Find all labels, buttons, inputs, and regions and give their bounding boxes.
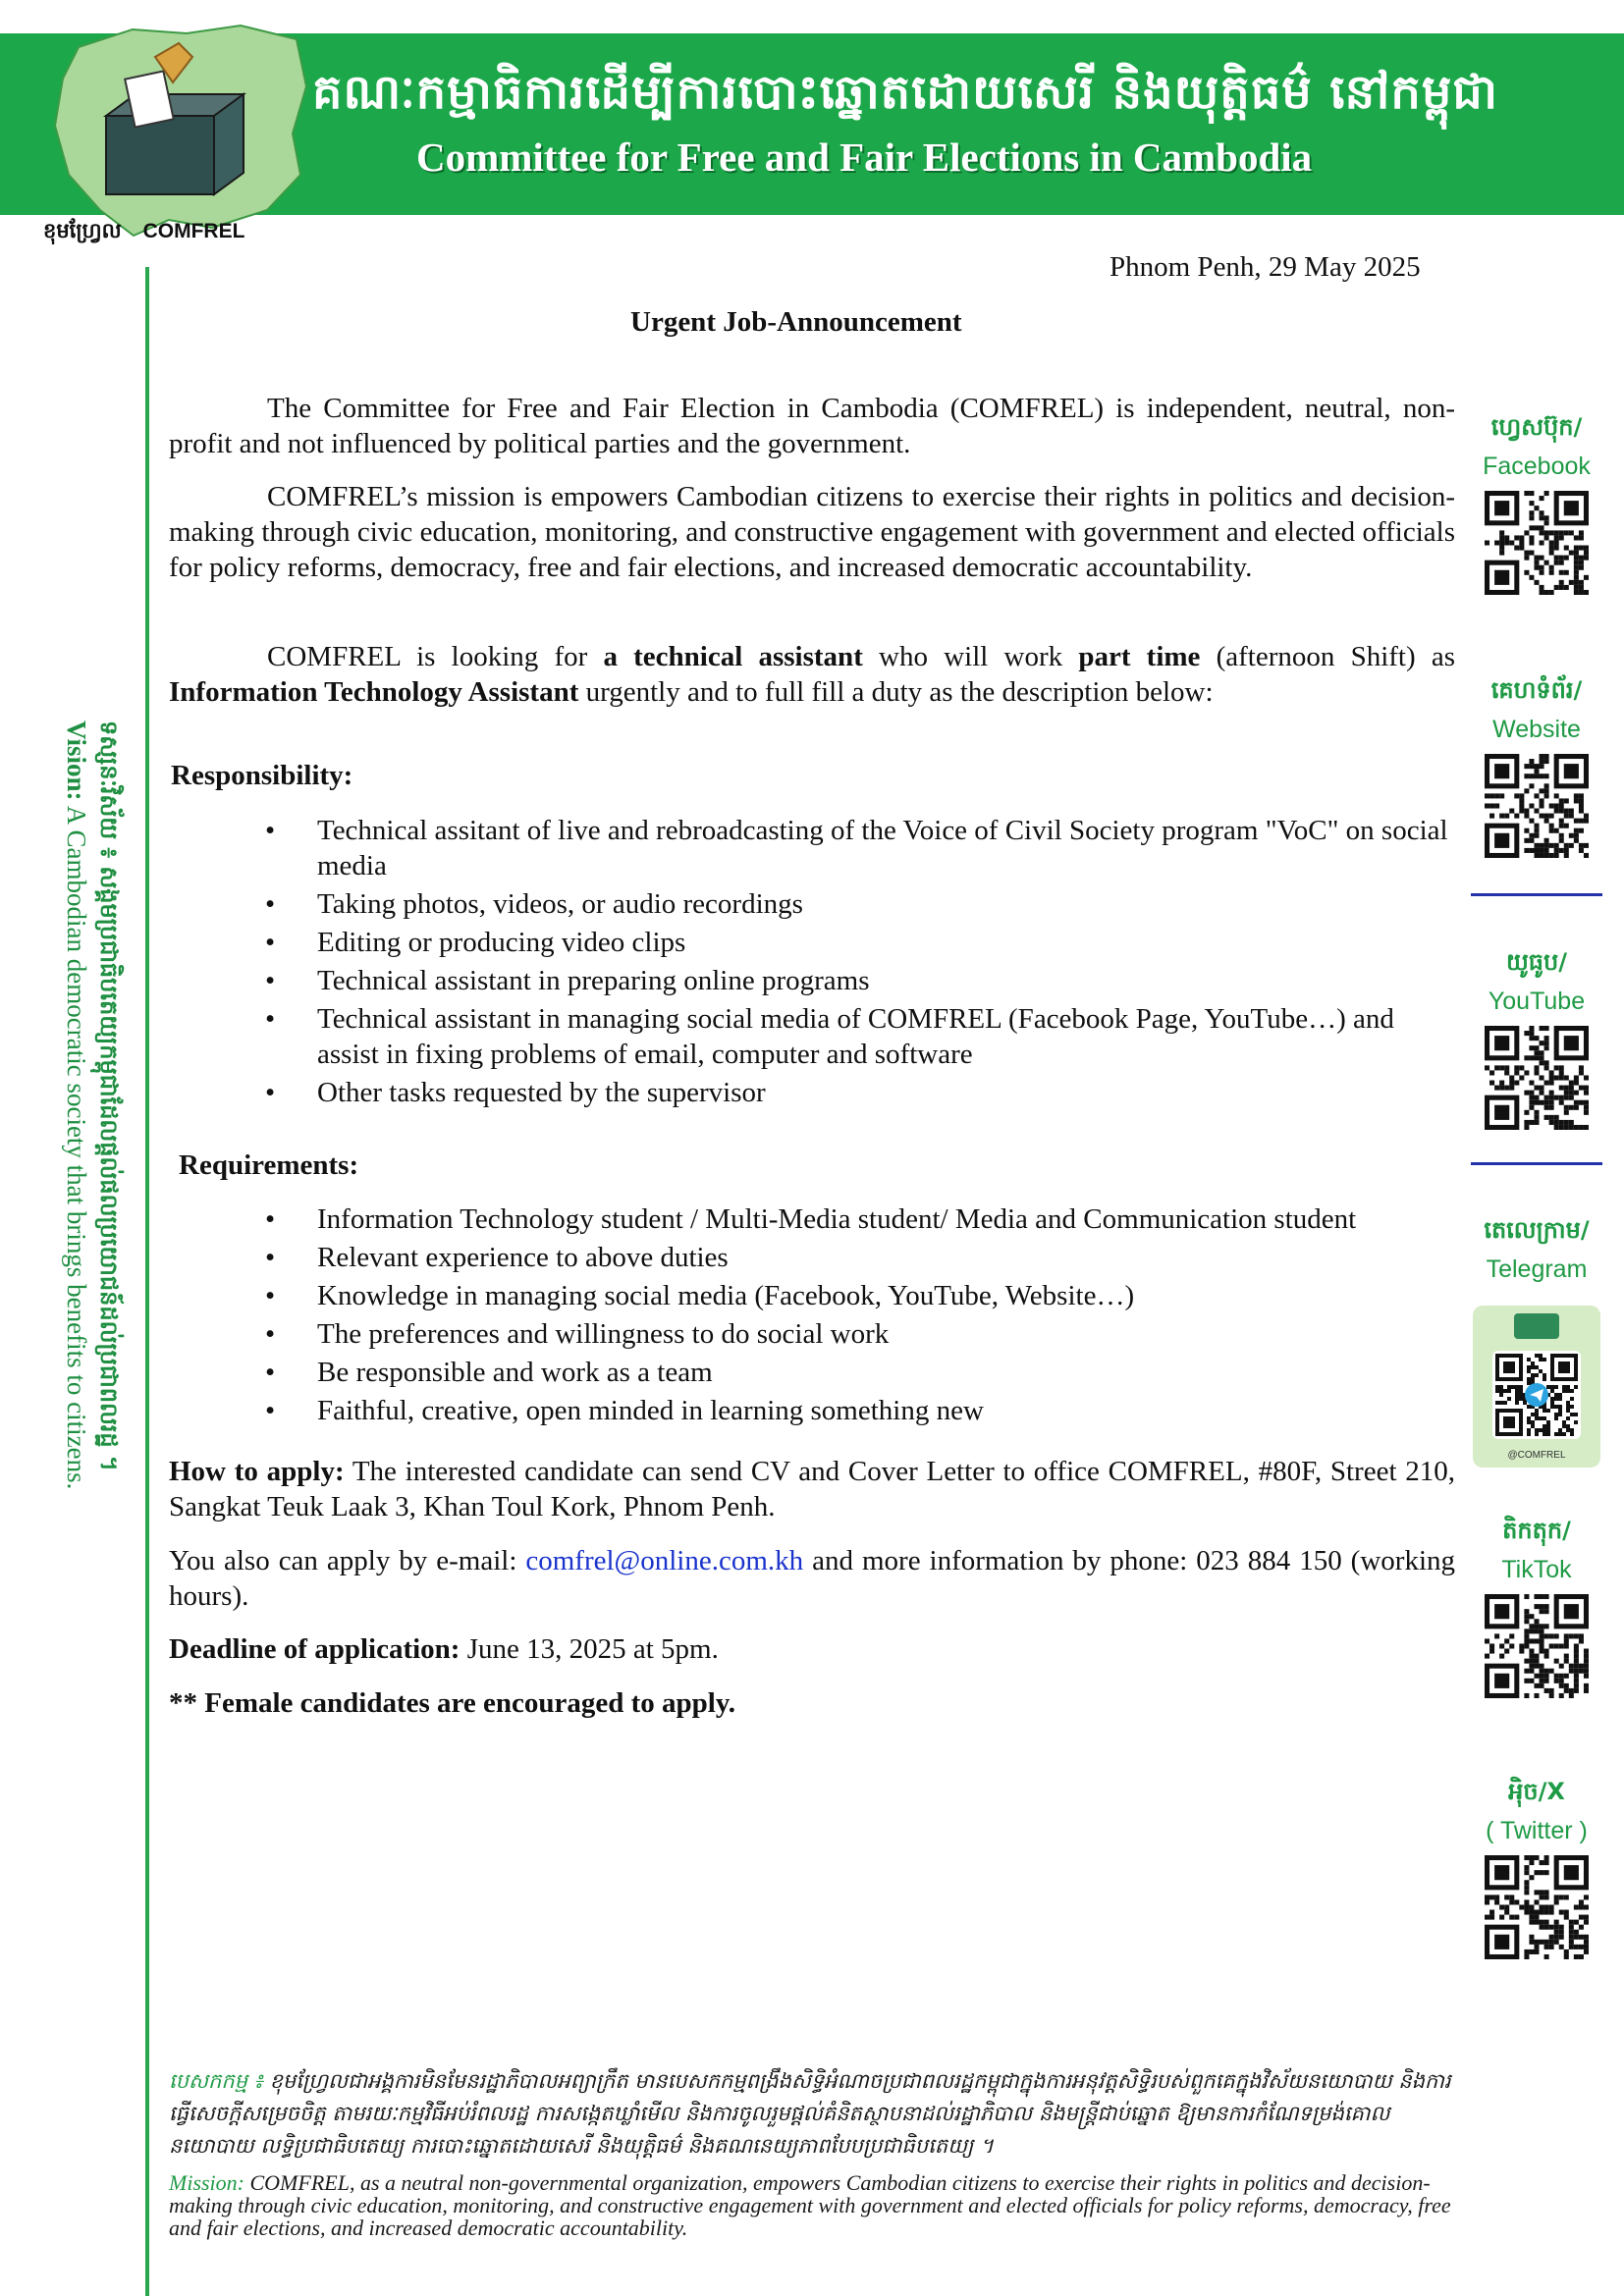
list-item: • Knowledge in managing social media (Facebook, YouTube, Website…) (169, 1278, 1455, 1313)
facebook-label: Facebook (1483, 453, 1591, 480)
mission-english-label: Mission: (169, 2170, 244, 2195)
mission-english-text: COMFREL, as a neutral non-governmental organization, empowers Cambodian citizens to exercise their rights in politics and decision-making through civic education, monitoring, and constructive engagement with government and elected officials for policy reforms, democracy, free and fair elections, and increased democratic accountability. (169, 2170, 1451, 2240)
mission-english (169, 2171, 1465, 2239)
logo-caption-english: COMFREL (142, 220, 245, 242)
twitter-label-khmer: អុិច/X (1508, 1778, 1565, 1805)
paragraph-mission: COMFREL’s mission is empowers Cambodian citizens to exercise their rights in politics and decision-making through civic education, monitoring, and constructive engagement with government and elected officials for policy reforms, democracy, free and fair elections, and increased democratic accountability. (169, 481, 1455, 583)
list-item: • Information Technology student / Multi-Media student/ Media and Communication student (169, 1201, 1455, 1237)
requirements-list (169, 1201, 1455, 1431)
vision-khmer (93, 721, 124, 1471)
facebook-label-khmer: ហ្វេសប៊ុក/ (1490, 413, 1583, 441)
position-text-3: (afternoon Shift) as (1200, 641, 1455, 672)
how-to-apply (169, 1454, 1455, 1524)
deadline (169, 1631, 1455, 1667)
email-apply (169, 1543, 1455, 1614)
paragraph-about: The Committee for Free and Fair Election in Cambodia (COMFREL) is independent, neutral, non-profit and not influenced by political parties and the government. (169, 393, 1455, 459)
social-twitter[interactable] (1473, 1777, 1600, 1959)
list-item: • Taking photos, videos, or audio recordings (169, 886, 1455, 922)
how-to-apply-text: The interested candidate can send CV and Cover Letter to office COMFREL, #80F, Street 210, Sangkat Teuk Laak 3, Khan Toul Kork, Phnom Penh. (169, 1456, 1455, 1522)
twitter-label: ( Twitter ) (1486, 1817, 1588, 1844)
left-green-rule (145, 267, 149, 2296)
social-telegram[interactable] (1473, 1215, 1600, 1284)
email-apply-post: and more information by phone: 023 884 150 (working hours). (169, 1545, 1455, 1612)
position-text-1: COMFREL is looking for (267, 641, 604, 672)
sidebar-divider (1471, 1162, 1602, 1165)
list-item: • Technical assistant in preparing online programs (169, 963, 1455, 998)
tiktok-qr-icon[interactable] (1485, 1594, 1589, 1698)
telegram-label-khmer: តេលេក្រាម/ (1484, 1216, 1590, 1244)
vision-english-label: Vision: (61, 721, 91, 801)
list-item: • The preferences and willingness to do social work (169, 1316, 1455, 1352)
tiktok-label: TikTok (1501, 1556, 1572, 1583)
social-tiktok[interactable] (1473, 1516, 1600, 1698)
social-youtube[interactable] (1473, 947, 1600, 1130)
website-qr-icon[interactable] (1485, 754, 1589, 858)
position-title: Information Technology Assistant (169, 676, 579, 708)
deadline-label: Deadline of application: (169, 1633, 460, 1665)
position-hours: part time (1078, 641, 1201, 672)
vision-statement (45, 721, 124, 1490)
youtube-qr-icon[interactable] (1485, 1026, 1589, 1130)
list-item: • Other tasks requested by the supervisor (169, 1075, 1455, 1110)
vision-khmer-label: ទស្សនៈវិស័យ ៖ (95, 721, 123, 859)
youtube-label-khmer: យូធូប/ (1505, 948, 1568, 976)
list-item: • Faithful, creative, open minded in learning something new (169, 1393, 1455, 1428)
social-website[interactable] (1473, 675, 1600, 858)
requirements-heading: Requirements: (179, 1149, 359, 1181)
female-candidates-note: ** Female candidates are encouraged to apply. (169, 1687, 736, 1719)
facebook-qr-icon[interactable] (1485, 491, 1589, 595)
paragraph-position (169, 639, 1455, 710)
social-facebook[interactable] (1473, 412, 1600, 595)
vision-khmer-text: សង្គមប្រជាធិបតេយ្យកម្ពុជាដែលផ្ដល់ផលប្រយោជន៍ដល់ប្រជាពលរដ្ឋ ។ (95, 866, 123, 1471)
vision-english-text: A Cambodian democratic society that brings benefits to citizens. (61, 805, 91, 1490)
document-date: Phnom Penh, 29 May 2025 (1110, 251, 1421, 283)
tiktok-label-khmer: តិកតុក/ (1502, 1517, 1571, 1544)
telegram-card-handle: @COMFREL (1507, 1450, 1566, 1461)
email-link[interactable]: comfrel@online.com.kh (525, 1545, 804, 1576)
deadline-text: June 13, 2025 at 5pm. (460, 1633, 719, 1665)
responsibility-heading: Responsibility: (171, 760, 353, 791)
email-apply-pre: You also can apply by e-mail: (169, 1545, 526, 1576)
position-text-2: who will work (862, 641, 1079, 672)
org-title-english: Committee for Free and Fair Elections in Cambodia (416, 134, 1313, 180)
website-label: Website (1492, 716, 1581, 743)
position-text-4: urgently and to full fill a duty as the description below: (578, 676, 1214, 708)
sidebar-divider (1471, 893, 1602, 896)
mission-khmer (169, 2065, 1465, 2163)
mission-khmer-label: បេសកកម្ម ៖ (169, 2069, 263, 2093)
how-to-apply-label: How to apply: (169, 1456, 345, 1487)
twitter-qr-icon[interactable] (1485, 1855, 1589, 1959)
list-item: • Technical assitant of live and rebroadcasting of the Voice of Civil Society program "VoC" on social media (169, 813, 1455, 883)
list-item: • Be responsible and work as a team (169, 1355, 1455, 1390)
list-item: • Editing or producing video clips (169, 925, 1455, 960)
cambodia-map-logo (39, 18, 314, 243)
website-label-khmer: គេហទំព័រ/ (1490, 676, 1583, 704)
youtube-label: YouTube (1488, 988, 1586, 1015)
org-title-khmer: គណៈកម្មាធិការដើម្បីការបោះឆ្នោតដោយសេរី និងយុត្តិធម៌ នៅកម្ពុជា (312, 65, 1498, 120)
mission-khmer-text: ខុមហ្វ្រែលជាអង្គការមិនមែនរដ្ឋាភិបាលអព្យាក្រឹត មានបេសកកម្មពង្រឹងសិទ្ធិអំណាចប្រជាពលរដ្ឋកម្ពុជាក្នុងការអនុវត្តសិទ្ធិរបស់ពួកគេក្នុងវិស័យនយោបាយ និងការធ្វើសេចក្តីសម្រេចចិត្ត តាមរយៈកម្មវិធីអប់រំពលរដ្ឋ ការសង្កេតឃ្លាំមើល និងការចូលរួមផ្ដល់គំនិតស្ថាបនាដល់រដ្ឋាភិបាល និងមន្ត្រីជាប់ឆ្នោត ឱ្យមានការកំណែទម្រង់គោលនយោបាយ លទ្ធិប្រជាធិបតេយ្យ ការបោះឆ្នោតដោយសេរី និងយុត្តិធម៌ និងគណនេយ្យភាពបែបប្រជាធិបតេយ្យ ។ (169, 2069, 1451, 2158)
responsibility-list (169, 813, 1455, 1113)
vision-english (59, 721, 93, 1490)
list-item: • Technical assistant in managing social media of COMFREL (Facebook Page, YouTube…) and assist in fixing problems of email, computer and software (169, 1001, 1455, 1072)
telegram-qr-card[interactable] (1473, 1306, 1600, 1468)
position-role: a technical assistant (603, 641, 863, 672)
logo-caption-khmer: ខុមហ្វ្រែល (43, 220, 122, 242)
document-heading: Urgent Job-Announcement (630, 306, 962, 338)
telegram-qr-icon (1473, 1306, 1600, 1468)
telegram-label: Telegram (1486, 1255, 1588, 1283)
logo-caption (43, 218, 244, 248)
list-item: • Relevant experience to above duties (169, 1240, 1455, 1275)
